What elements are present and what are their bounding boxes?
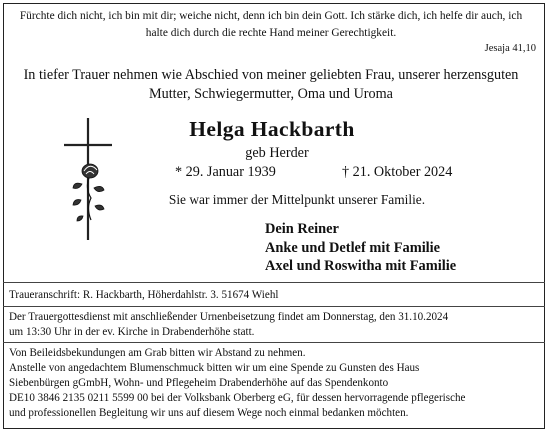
mourners-list xyxy=(265,220,456,276)
divider xyxy=(3,306,545,307)
address: Traueranschrift: R. Hackbarth, Höherdahlstr. 3. 51674 Wiehl xyxy=(9,289,279,301)
service-info xyxy=(9,310,539,340)
divider xyxy=(3,282,545,283)
notes-line: Anstelle von angedachtem Blumenschmuck bitten wir um eine Spende zu Gunsten des Haus xyxy=(9,362,420,374)
verse-line: Fürchte dich nicht, ich bin mit dir; weiche nicht, denn ich bin dein Gott. Ich stärke dich, ich helfe dir auch, ich xyxy=(19,10,523,22)
notes-line: DE10 3846 2135 0211 5599 00 bei der Volksbank Oberberg eG, für dessen hervorragende pflegerische xyxy=(9,392,466,404)
divider xyxy=(3,342,545,343)
verse-reference: Jesaja 41,10 xyxy=(484,43,536,54)
service-line: um 13:30 Uhr in der ev. Kirche in Drabenderhöhe statt. xyxy=(9,326,255,338)
intro-text xyxy=(8,66,534,104)
mourner: Axel und Roswitha mit Familie xyxy=(265,258,457,274)
death-date: † 21. Oktober 2024 xyxy=(342,164,453,180)
intro-line: In tiefer Trauer nehmen wie Abschied von meiner geliebten Frau, unserer herzensguten xyxy=(23,67,519,83)
service-line: Der Trauergottesdienst mit anschließender Urnenbeisetzung findet am Donnerstag, den 31.10.2024 xyxy=(9,311,449,323)
deceased-name: Helga Hackbarth xyxy=(189,117,355,141)
notes-line: Siebenbürgen gGmbH, Wohn- und Pflegeheim Drabenderhöhe auf das Spendenkonto xyxy=(9,377,389,389)
notes-line: Von Beileidsbekundungen am Grab bitten wir Abstand zu nehmen. xyxy=(9,347,306,359)
intro-line: Mutter, Schwiegermutter, Oma und Uroma xyxy=(149,86,393,102)
mourner: Anke und Detlef mit Familie xyxy=(265,239,441,256)
mourner: Dein Reiner xyxy=(265,221,339,237)
maiden-name: geb Herder xyxy=(245,145,309,161)
bible-verse xyxy=(8,8,534,41)
notes-line: und professionellen Begleitung wir uns auf diesem Wege noch einmal bedanken möchten. xyxy=(9,407,409,419)
tagline: Sie war immer der Mittelpunkt unserer Familie. xyxy=(168,192,426,207)
verse-line: halte dich durch die rechte Hand meiner Gerechtigkeit. xyxy=(145,26,397,39)
birth-date: * 29. Januar 1939 xyxy=(175,164,276,180)
notes xyxy=(9,346,539,421)
